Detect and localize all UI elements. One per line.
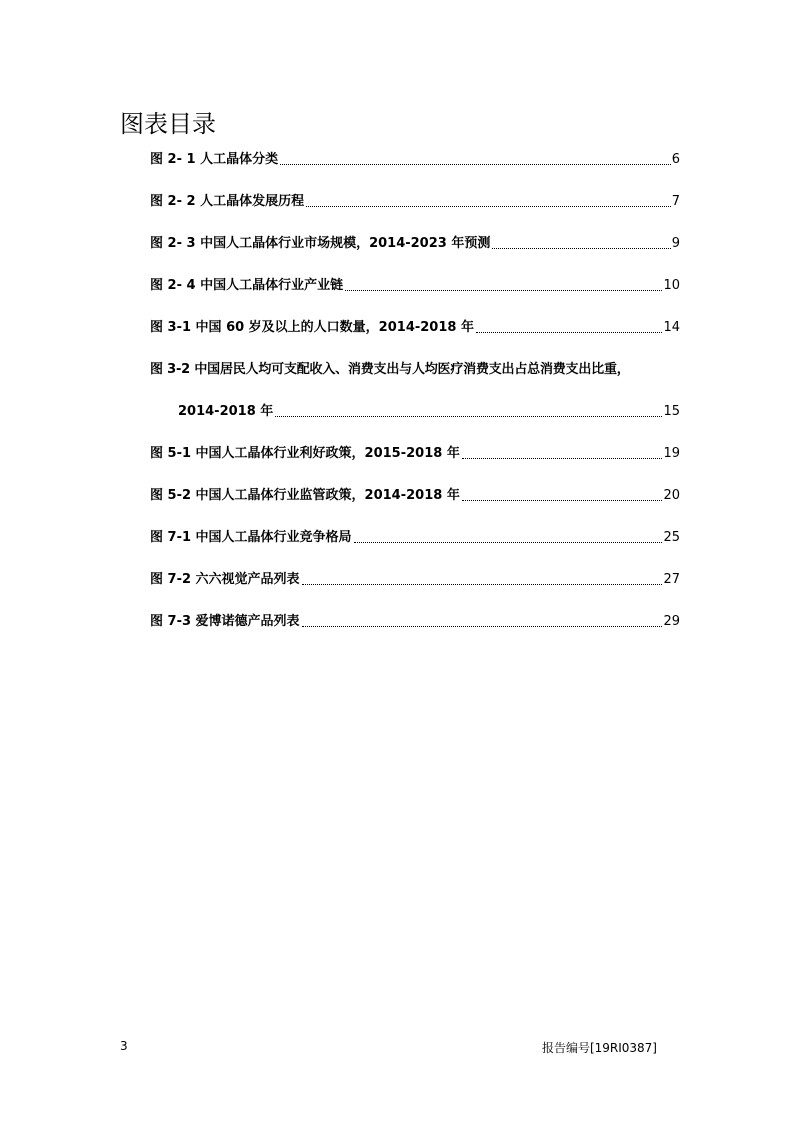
toc-entry-continuation[interactable] [178, 401, 680, 423]
toc-entry-label: 图 3-1 中国 60 岁及以上的人口数量，2014-2018 年 [150, 320, 474, 335]
toc-entry[interactable] [150, 569, 680, 591]
toc-entry-label-continued: 2014-2018 年 [178, 404, 274, 419]
footer-page-number: 3 [120, 1039, 128, 1053]
toc-entry-page: 6 [671, 152, 680, 167]
dot-leader [462, 500, 663, 501]
dot-leader [476, 332, 662, 333]
toc-entry-label: 图 5-1 中国人工晶体行业利好政策，2015-2018 年 [150, 446, 460, 461]
toc-entry-label: 图 7-1 中国人工晶体行业竞争格局 [150, 530, 352, 545]
toc-entry-label: 图 2- 4 中国人工晶体行业产业链 [150, 278, 344, 293]
dot-leader [306, 206, 671, 207]
toc-entry-page: 15 [663, 404, 680, 419]
toc-entry[interactable] [150, 275, 680, 297]
toc-entry-page: 10 [663, 278, 680, 293]
toc-entry-page: 14 [663, 320, 680, 335]
toc-entry-label: 图 7-3 爱博诺德产品列表 [150, 614, 300, 629]
toc-entry-page: 20 [663, 488, 680, 503]
toc-entry-label: 图 2- 2 人工晶体发展历程 [150, 194, 305, 209]
toc-entry-label: 图 3-2 中国居民人均可支配收入、消费支出与人均医疗消费支出占总消费支出比重， [150, 362, 630, 377]
toc-entry[interactable] [150, 149, 680, 171]
toc-entry-page: 9 [671, 236, 680, 251]
toc-entry[interactable] [150, 359, 680, 381]
dot-leader [280, 164, 671, 165]
toc-entry-label: 图 7-2 六六视觉产品列表 [150, 572, 300, 587]
dot-leader [354, 542, 663, 543]
toc-entry[interactable] [150, 611, 680, 633]
toc-entry-page: 25 [663, 530, 680, 545]
dot-leader [345, 290, 662, 291]
dot-leader [302, 626, 663, 627]
toc-entry-page: 7 [671, 194, 680, 209]
dot-leader [275, 416, 662, 417]
toc-entry[interactable] [150, 317, 680, 339]
toc-entry-page: 27 [663, 572, 680, 587]
toc-entry-label: 图 2- 1 人工晶体分类 [150, 152, 279, 167]
toc-entry[interactable] [150, 191, 680, 213]
dot-leader [492, 248, 670, 249]
toc-entry[interactable] [150, 443, 680, 465]
toc-entry-page: 19 [663, 446, 680, 461]
toc-entry[interactable] [150, 233, 680, 255]
toc-entry-label: 图 2- 3 中国人工晶体行业市场规模，2014-2023 年预测 [150, 236, 491, 251]
dot-leader [302, 584, 663, 585]
dot-leader [462, 458, 663, 459]
footer-report-code: 报告编号[19RI0387] [541, 1041, 657, 1055]
toc-entry[interactable] [150, 485, 680, 507]
toc-title: 图表目录 [120, 110, 216, 138]
toc-entry[interactable] [150, 527, 680, 549]
toc-entry-page: 29 [663, 614, 680, 629]
toc-entry-label: 图 5-2 中国人工晶体行业监管政策，2014-2018 年 [150, 488, 460, 503]
